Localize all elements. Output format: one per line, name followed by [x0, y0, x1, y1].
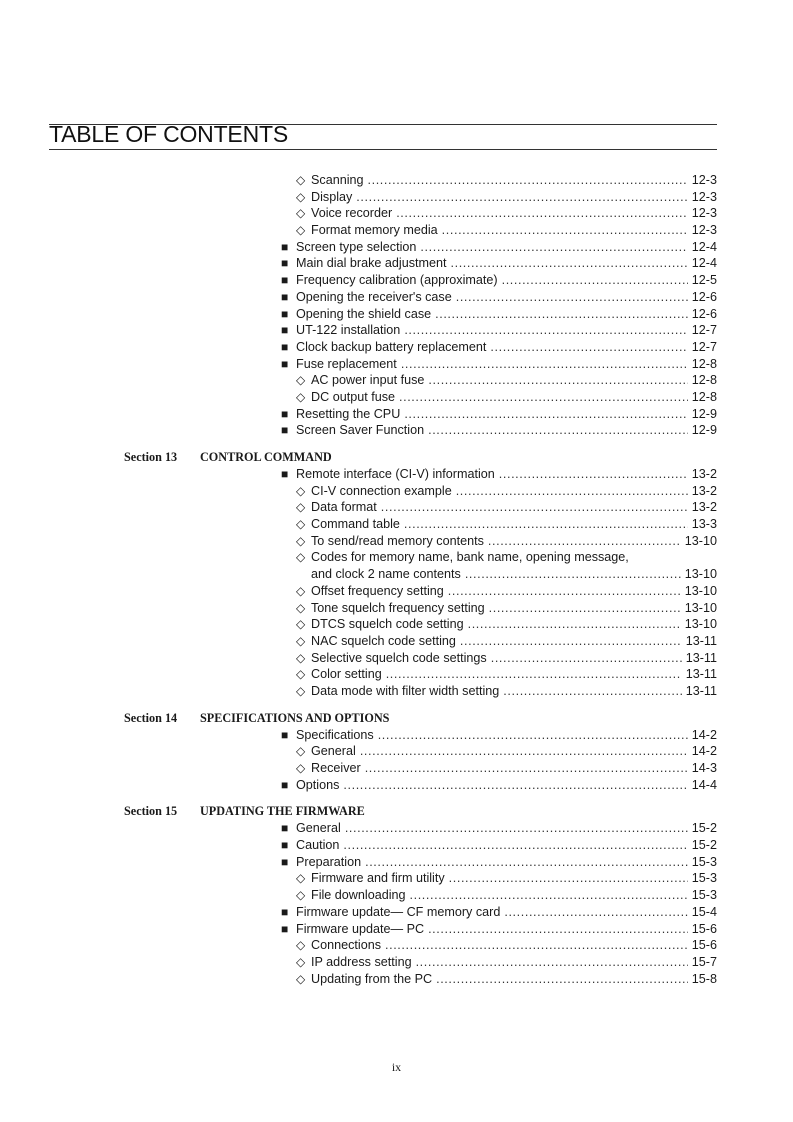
toc-entry[interactable]	[0, 743, 793, 760]
toc-entry-label: General	[311, 744, 356, 759]
toc-entry-page: 13-11	[685, 667, 717, 682]
diamond-bullet-icon: ◇	[296, 683, 306, 698]
toc-entry-label: DC output fuse	[311, 389, 396, 404]
toc-entry[interactable]	[0, 683, 793, 700]
toc-entry-label: Firmware update— CF memory card	[296, 904, 501, 919]
toc-entry-leader	[281, 322, 717, 339]
toc-entry[interactable]	[0, 650, 793, 667]
toc-entry-leader	[296, 483, 717, 500]
toc-entry-label: Resetting the CPU	[296, 406, 401, 421]
toc-entry-leader	[281, 356, 717, 373]
toc-entry[interactable]	[0, 921, 793, 938]
diamond-bullet-icon: ◇	[296, 517, 306, 532]
dot-leader	[491, 650, 682, 667]
toc-entry-label: Remote interface (CI-V) information	[296, 467, 495, 481]
dot-leader	[381, 499, 688, 516]
section-heading	[0, 803, 793, 820]
toc-entry-label: File downloading	[311, 888, 406, 903]
diamond-bullet-icon: ◇	[296, 189, 306, 204]
toc-entry-page: 12-7	[691, 323, 717, 338]
toc-entry-page: 12-4	[691, 239, 717, 254]
diamond-bullet-icon: ◇	[296, 583, 306, 598]
toc-entry-leader	[296, 549, 717, 566]
toc-entry-label: Firmware and firm utility	[311, 871, 445, 886]
toc-entry[interactable]	[0, 499, 793, 516]
toc-entry-leader	[281, 727, 717, 744]
toc-entry-leader	[296, 633, 717, 650]
toc-entry-leader	[296, 760, 717, 777]
toc-entry-label: Scanning	[311, 173, 364, 187]
toc-entry-page: 13-10	[684, 617, 717, 632]
toc-entry-leader	[281, 921, 717, 938]
toc-entry-label: Main dial brake adjustment	[296, 256, 447, 271]
dot-leader	[345, 820, 688, 837]
dot-leader	[436, 971, 688, 988]
toc-entry-page: 15-7	[691, 954, 717, 969]
toc-entry-label: IP address setting	[311, 954, 412, 969]
diamond-bullet-icon: ◇	[296, 550, 306, 565]
toc-entry-page: 13-11	[685, 650, 717, 665]
dot-leader	[468, 616, 681, 633]
diamond-bullet-icon: ◇	[296, 633, 306, 648]
square-bullet-icon: ■	[281, 423, 289, 438]
square-bullet-icon: ■	[281, 467, 289, 481]
dot-leader	[416, 954, 688, 971]
toc-entry-page: 12-9	[691, 406, 717, 421]
square-bullet-icon: ■	[281, 821, 289, 836]
square-bullet-icon: ■	[281, 339, 289, 354]
toc-entry-page: 12-3	[691, 173, 717, 187]
dot-leader	[356, 189, 687, 206]
diamond-bullet-icon: ◇	[296, 971, 306, 986]
toc-entry[interactable]	[0, 406, 793, 423]
dot-leader	[385, 937, 688, 954]
toc-entry-label: and clock 2 name contents	[311, 567, 461, 582]
dot-leader	[442, 222, 688, 239]
toc-entry-leader	[281, 306, 717, 323]
toc-entry-page: 12-3	[691, 223, 717, 238]
toc-entry[interactable]	[0, 306, 793, 323]
dot-leader	[343, 777, 687, 794]
toc-entry[interactable]	[0, 566, 793, 583]
toc-entry-leader	[296, 971, 717, 988]
toc-entry-page: 15-6	[691, 921, 717, 936]
toc-entry[interactable]	[0, 549, 793, 566]
toc-entry[interactable]	[0, 600, 793, 617]
toc-entry-page: 15-4	[691, 904, 717, 919]
square-bullet-icon: ■	[281, 904, 289, 919]
diamond-bullet-icon: ◇	[296, 650, 306, 665]
dot-leader	[449, 870, 688, 887]
toc-entry-leader	[281, 820, 717, 837]
section-number: Section 14	[124, 710, 178, 725]
toc-entry[interactable]	[0, 189, 793, 206]
toc-entry-label: AC power input fuse	[311, 373, 425, 388]
dot-leader	[399, 389, 688, 406]
toc-entry[interactable]	[0, 616, 793, 633]
toc-entry-leader	[296, 683, 717, 700]
toc-entry-page: 13-10	[684, 567, 717, 582]
dot-leader	[451, 255, 688, 272]
toc-entry-label: Format memory media	[311, 223, 438, 238]
dot-leader	[378, 727, 688, 744]
toc-entry[interactable]	[0, 971, 793, 988]
toc-entry[interactable]	[0, 666, 793, 683]
dot-leader	[343, 837, 687, 854]
toc-entry[interactable]	[0, 633, 793, 650]
square-bullet-icon: ■	[281, 306, 289, 321]
dot-leader	[490, 339, 687, 356]
square-bullet-icon: ■	[281, 323, 289, 338]
toc-entry[interactable]	[0, 937, 793, 954]
toc-entry-leader	[296, 189, 717, 206]
toc-entry-page: 14-2	[691, 727, 717, 742]
page-title: TABLE OF CONTENTS	[49, 121, 288, 147]
diamond-bullet-icon: ◇	[296, 600, 306, 615]
dot-leader	[420, 239, 687, 256]
toc-entry-page: 12-5	[691, 273, 717, 288]
dot-leader	[489, 600, 681, 617]
diamond-bullet-icon: ◇	[296, 533, 306, 548]
toc-entry-page: 13-3	[691, 517, 717, 532]
diamond-bullet-icon: ◇	[296, 206, 306, 221]
toc-entry-page: 14-3	[691, 761, 717, 775]
toc-entry[interactable]	[0, 533, 793, 550]
dot-leader	[401, 356, 688, 373]
toc-entry-leader	[296, 583, 717, 600]
dot-leader	[404, 406, 687, 423]
toc-entry-leader	[296, 516, 717, 533]
diamond-bullet-icon: ◇	[296, 617, 306, 632]
dot-leader	[428, 921, 688, 938]
toc-entry-page: 12-3	[691, 189, 717, 204]
toc-entry-label: General	[296, 821, 341, 836]
toc-entry-page: 12-8	[691, 389, 717, 404]
section-gap	[0, 700, 793, 710]
toc-entry[interactable]	[0, 777, 793, 794]
dot-leader	[368, 172, 688, 189]
toc-entry[interactable]	[0, 422, 793, 439]
square-bullet-icon: ■	[281, 239, 289, 254]
toc-entry-page: 15-2	[691, 838, 717, 853]
toc-entry-page: 13-10	[684, 533, 717, 548]
toc-entry-leader	[281, 289, 717, 306]
toc-entry-label: Tone squelch frequency setting	[311, 600, 485, 615]
diamond-bullet-icon: ◇	[296, 223, 306, 238]
diamond-bullet-icon: ◇	[296, 389, 306, 404]
section-name: CONTROL COMMAND	[200, 450, 332, 464]
toc-entry-label: Caution	[296, 838, 340, 853]
toc-entry-page: 12-9	[691, 423, 717, 438]
toc-entry-label: Color setting	[311, 667, 382, 682]
toc-entry-label: Offset frequency setting	[311, 583, 444, 598]
toc-entry-leader	[296, 533, 717, 550]
toc-entry[interactable]	[0, 904, 793, 921]
toc-entry-page: 12-8	[691, 373, 717, 388]
toc-entry-label: Command table	[311, 517, 400, 532]
toc-entry[interactable]	[0, 954, 793, 971]
dot-leader	[456, 483, 688, 500]
toc-entry-page: 13-2	[691, 483, 717, 498]
header-rule-bottom	[49, 149, 717, 150]
toc-entry-leader	[281, 466, 717, 483]
toc-entry-leader	[296, 600, 717, 617]
toc-entry-leader	[296, 870, 717, 887]
toc-entry-page: 12-8	[691, 356, 717, 371]
toc-entry[interactable]	[0, 820, 793, 837]
square-bullet-icon: ■	[281, 854, 289, 869]
toc-entry-label: Frequency calibration (approximate)	[296, 273, 498, 288]
toc-entry-label: Firmware update— PC	[296, 921, 425, 936]
toc-entry-label: Clock backup battery replacement	[296, 339, 487, 354]
toc-entry-page: 15-8	[691, 971, 717, 986]
toc-entry-leader	[296, 222, 717, 239]
toc-entry-label: Screen type selection	[296, 239, 417, 254]
dot-leader	[404, 322, 687, 339]
toc-entry-page: 15-6	[691, 938, 717, 953]
dot-leader	[410, 887, 688, 904]
dot-leader	[404, 516, 688, 533]
diamond-bullet-icon: ◇	[296, 373, 306, 388]
toc-entry-label: Opening the receiver's case	[296, 289, 452, 304]
toc-entry-page: 12-7	[691, 339, 717, 354]
toc-entry-label: Options	[296, 777, 340, 792]
square-bullet-icon: ■	[281, 838, 289, 853]
toc-entry-leader	[296, 616, 717, 633]
diamond-bullet-icon: ◇	[296, 173, 306, 187]
diamond-bullet-icon: ◇	[296, 938, 306, 953]
toc-entry-leader	[296, 650, 717, 667]
toc-entry-label: Data mode with filter width setting	[311, 683, 500, 698]
diamond-bullet-icon: ◇	[296, 744, 306, 759]
dot-leader	[396, 205, 688, 222]
toc-entry-label: Opening the shield case	[296, 306, 432, 321]
toc-entry-leader	[281, 339, 717, 356]
toc-entry-page: 12-3	[691, 206, 717, 221]
toc-entry-leader	[281, 837, 717, 854]
dot-leader	[448, 583, 681, 600]
dot-leader	[386, 666, 682, 683]
toc-entry-label: Data format	[311, 500, 377, 515]
toc-entry-leader	[281, 854, 717, 871]
toc-entry-label: Specifications	[296, 727, 374, 742]
dot-leader	[365, 854, 688, 871]
dot-leader	[465, 566, 681, 583]
toc-entry[interactable]	[0, 516, 793, 533]
table-of-contents	[0, 172, 793, 987]
diamond-bullet-icon: ◇	[296, 483, 306, 498]
toc-entry-label: Updating from the PC	[311, 971, 433, 986]
toc-entry-label: Connections	[311, 938, 382, 953]
section-heading	[0, 710, 793, 727]
square-bullet-icon: ■	[281, 727, 289, 742]
section-name: UPDATING THE FIRMWARE	[200, 804, 365, 819]
dot-leader	[504, 904, 687, 921]
dot-leader	[428, 422, 688, 439]
toc-entry-page: 12-4	[691, 256, 717, 271]
toc-entry-label: Fuse replacement	[296, 356, 397, 371]
toc-entry-label: Display	[311, 189, 353, 204]
toc-entry-page: 13-2	[691, 500, 717, 515]
dot-leader	[503, 683, 681, 700]
toc-entry-label: Voice recorder	[311, 206, 393, 221]
toc-entry-label: DTCS squelch code setting	[311, 617, 464, 632]
toc-entry[interactable]	[0, 172, 793, 189]
page-number: ix	[391, 1060, 402, 1074]
diamond-bullet-icon: ◇	[296, 871, 306, 886]
toc-entry[interactable]	[0, 239, 793, 256]
toc-entry-page: 13-11	[685, 683, 717, 698]
toc-entry[interactable]	[0, 466, 793, 483]
toc-entry-leader	[296, 666, 717, 683]
toc-entry-page: 15-3	[691, 871, 717, 886]
toc-entry[interactable]	[0, 837, 793, 854]
toc-entry-leader	[281, 239, 717, 256]
square-bullet-icon: ■	[281, 406, 289, 421]
dot-leader	[428, 372, 687, 389]
dot-leader	[360, 743, 688, 760]
square-bullet-icon: ■	[281, 921, 289, 936]
toc-entry[interactable]	[0, 854, 793, 871]
dot-leader	[456, 289, 688, 306]
square-bullet-icon: ■	[281, 777, 289, 792]
toc-entry[interactable]	[0, 255, 793, 272]
toc-entry-label: NAC squelch code setting	[311, 633, 456, 648]
section-heading	[0, 449, 793, 466]
toc-entry-leader	[296, 499, 717, 516]
toc-entry-page: 13-2	[691, 467, 717, 481]
toc-entry-leader	[281, 777, 717, 794]
toc-entry[interactable]	[0, 870, 793, 887]
toc-entry-label: UT-122 installation	[296, 323, 401, 338]
toc-entry-leader	[281, 422, 717, 439]
section-name: SPECIFICATIONS AND OPTIONS	[200, 710, 390, 725]
toc-entry-page: 12-6	[691, 306, 717, 321]
toc-entry[interactable]	[0, 483, 793, 500]
toc-entry[interactable]	[0, 583, 793, 600]
toc-entry-leader	[281, 406, 717, 423]
toc-entry-leader	[296, 743, 717, 760]
toc-entry-leader	[296, 372, 717, 389]
toc-entry-page: 13-10	[684, 600, 717, 615]
square-bullet-icon: ■	[281, 273, 289, 288]
toc-entry[interactable]	[0, 205, 793, 222]
toc-entry-page: 14-2	[691, 744, 717, 759]
toc-entry-page: 14-4	[691, 777, 717, 792]
dot-leader	[365, 760, 688, 777]
diamond-bullet-icon: ◇	[296, 954, 306, 969]
square-bullet-icon: ■	[281, 289, 289, 304]
diamond-bullet-icon: ◇	[296, 500, 306, 515]
toc-entry[interactable]	[0, 222, 793, 239]
section-gap	[0, 439, 793, 449]
dot-leader	[460, 633, 682, 650]
toc-entry-page: 13-11	[685, 633, 717, 648]
section-number: Section 15	[124, 804, 178, 819]
toc-entry-leader	[281, 904, 717, 921]
diamond-bullet-icon: ◇	[296, 761, 306, 775]
toc-entry[interactable]	[0, 760, 793, 777]
dot-leader	[502, 272, 688, 289]
toc-entry-leader	[296, 172, 717, 189]
section-gap	[0, 793, 793, 803]
toc-entry[interactable]	[0, 372, 793, 389]
section-number: Section 13	[124, 450, 178, 464]
toc-entry-leader	[296, 954, 717, 971]
dot-leader	[488, 533, 681, 550]
toc-entry-label: Selective squelch code settings	[311, 650, 487, 665]
toc-entry-label: Receiver	[311, 761, 361, 775]
square-bullet-icon: ■	[281, 356, 289, 371]
toc-entry-label: CI-V connection example	[311, 483, 452, 498]
toc-entry-label: Preparation	[296, 854, 362, 869]
diamond-bullet-icon: ◇	[296, 667, 306, 682]
toc-entry-leader	[311, 566, 717, 583]
toc-entry[interactable]	[0, 887, 793, 904]
toc-entry-leader	[296, 389, 717, 406]
dot-leader	[435, 306, 688, 323]
toc-entry[interactable]	[0, 727, 793, 744]
toc-entry-leader	[281, 255, 717, 272]
toc-entry-page: 15-3	[691, 854, 717, 869]
square-bullet-icon: ■	[281, 256, 289, 271]
dot-leader	[499, 466, 688, 483]
toc-entry[interactable]	[0, 272, 793, 289]
toc-entry[interactable]	[0, 289, 793, 306]
toc-entry-page: 15-2	[691, 821, 717, 836]
toc-entry[interactable]	[0, 339, 793, 356]
toc-entry-label: Screen Saver Function	[296, 423, 425, 438]
toc-entry-leader	[296, 205, 717, 222]
toc-entry-leader	[296, 887, 717, 904]
toc-entry-label: Codes for memory name, bank name, opening message,	[311, 550, 629, 565]
toc-entry-label: To send/read memory contents	[311, 533, 484, 548]
toc-entry-page: 13-10	[684, 583, 717, 598]
toc-entry-page: 12-6	[691, 289, 717, 304]
toc-entry[interactable]	[0, 356, 793, 373]
toc-entry-page: 15-3	[691, 888, 717, 903]
toc-entry-leader	[281, 272, 717, 289]
diamond-bullet-icon: ◇	[296, 888, 306, 903]
toc-entry-leader	[296, 937, 717, 954]
toc-entry[interactable]	[0, 389, 793, 406]
toc-entry[interactable]	[0, 322, 793, 339]
